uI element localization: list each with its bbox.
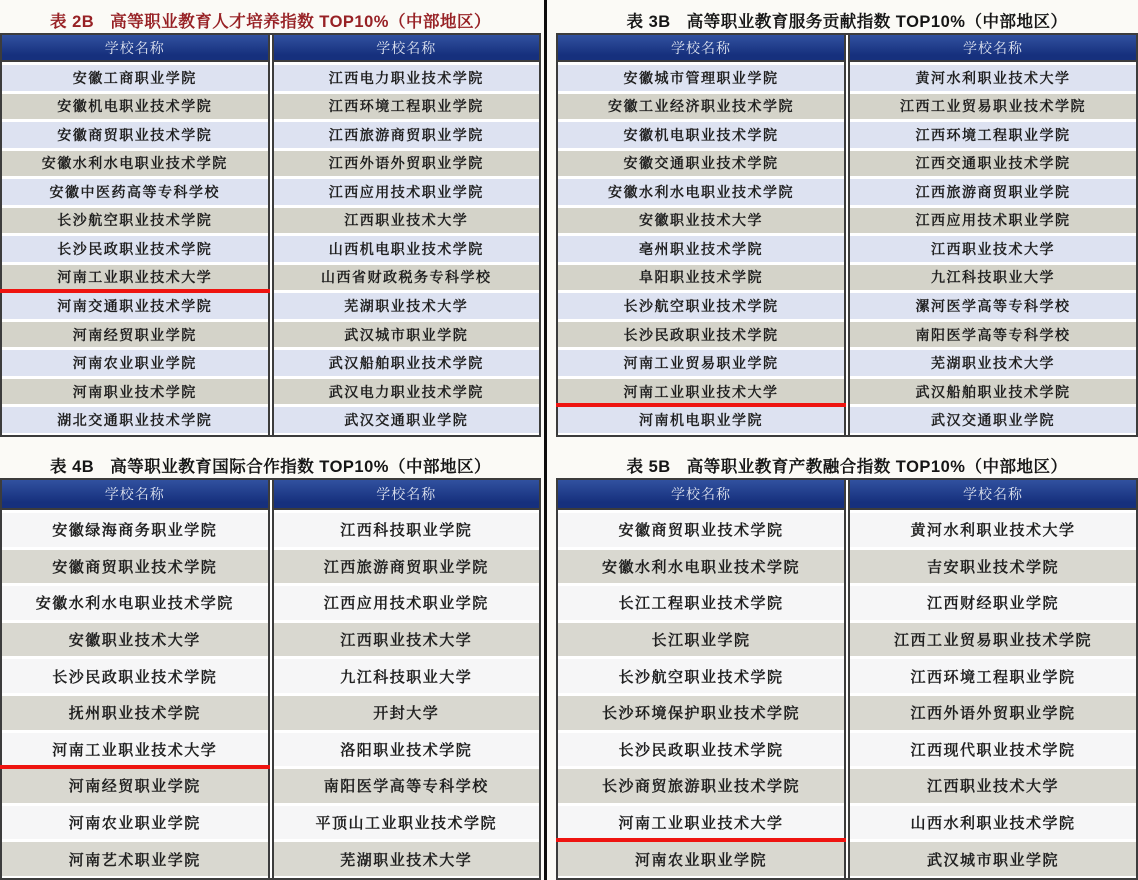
school-list-left	[2, 513, 268, 878]
school-name-cell: 江西旅游商贸职业学院	[274, 122, 540, 148]
school-name-cell: 山西省财政税务专科学校	[274, 265, 540, 291]
school-name-cell: 河南工业职业技术大学	[2, 733, 268, 767]
school-name-cell: 河南农业职业学院	[2, 806, 268, 840]
school-name-cell: 长沙航空职业技术学院	[2, 208, 268, 234]
school-name-cell: 江西应用技术职业学院	[850, 208, 1136, 234]
table-5b-right-column	[850, 480, 1136, 878]
school-name-cell: 芜湖职业技术大学	[274, 842, 540, 876]
highlight-underline	[556, 838, 846, 842]
school-name-cell: 江西财经职业学院	[850, 586, 1136, 620]
table-2b	[0, 33, 541, 437]
school-name-cell: 九江科技职业大学	[274, 659, 540, 693]
school-name-cell: 安徽城市管理职业学院	[558, 65, 844, 91]
table-title-text: 高等职业教育人才培养指数 TOP10%（中部地区）	[110, 13, 491, 31]
table-title-text: 高等职业教育服务贡献指数 TOP10%（中部地区）	[686, 13, 1068, 31]
school-list-left	[558, 65, 844, 435]
school-name-cell: 山西水利职业技术学院	[850, 806, 1136, 840]
school-name-cell: 安徽中医药高等专科学校	[2, 179, 268, 205]
highlight-underline	[556, 403, 846, 407]
school-name-cell: 河南工业职业技术大学	[558, 379, 844, 405]
school-name-cell: 阜阳职业技术学院	[558, 265, 844, 291]
school-name-cell: 洛阳职业技术学院	[274, 733, 540, 767]
school-name-cell: 长沙航空职业技术学院	[558, 293, 844, 319]
school-name-cell: 长江工程职业技术学院	[558, 586, 844, 620]
school-name-cell: 武汉船舶职业技术学院	[850, 379, 1136, 405]
school-name-cell: 河南工业贸易职业学院	[558, 350, 844, 376]
school-name-cell: 武汉船舶职业技术学院	[274, 350, 540, 376]
school-name-cell: 江西应用技术职业学院	[274, 179, 540, 205]
table-3b-right-column	[850, 35, 1136, 435]
panel-split-line	[544, 0, 547, 880]
table-number: 表 2B	[50, 13, 95, 31]
school-name-cell: 九江科技职业大学	[850, 265, 1136, 291]
school-list-right	[850, 513, 1136, 878]
school-name-cell: 江西外语外贸职业学院	[274, 151, 540, 177]
school-name-cell: 安徽职业技术大学	[558, 208, 844, 234]
school-name-cell: 江西工业贸易职业技术学院	[850, 623, 1136, 657]
school-name-cell: 江西职业技术大学	[850, 236, 1136, 262]
school-name-cell: 江西职业技术大学	[274, 623, 540, 657]
school-name-cell: 江西环境工程职业学院	[850, 122, 1136, 148]
school-name-cell: 河南农业职业学院	[2, 350, 268, 376]
school-name-cell: 江西职业技术大学	[850, 769, 1136, 803]
school-name-cell: 抚州职业技术学院	[2, 696, 268, 730]
school-name-cell: 安徽交通职业技术学院	[558, 151, 844, 177]
school-name-cell: 江西职业技术大学	[274, 208, 540, 234]
school-name-cell: 南阳医学高等专科学校	[274, 769, 540, 803]
school-name-cell: 芜湖职业技术大学	[274, 293, 540, 319]
school-name-cell: 漯河医学高等专科学校	[850, 293, 1136, 319]
table-4b-left-column	[2, 480, 268, 878]
school-name-cell: 安徽机电职业技术学院	[558, 122, 844, 148]
school-name-cell: 黄河水利职业技术大学	[850, 513, 1136, 547]
column-header: 学校名称	[558, 480, 844, 510]
school-name-cell: 江西环境工程职业学院	[274, 94, 540, 120]
column-header: 学校名称	[2, 35, 268, 62]
column-header: 学校名称	[850, 480, 1136, 510]
school-name-cell: 南阳医学高等专科学校	[850, 322, 1136, 348]
school-name-cell: 黄河水利职业技术大学	[850, 65, 1136, 91]
school-name-cell: 安徽水利水电职业技术学院	[558, 550, 844, 584]
school-name-cell: 芜湖职业技术大学	[850, 350, 1136, 376]
school-name-cell: 江西科技职业学院	[274, 513, 540, 547]
column-header: 学校名称	[850, 35, 1136, 62]
table-3b-panel	[556, 0, 1138, 444]
school-name-cell: 河南交通职业技术学院	[2, 293, 268, 319]
table-2b-right-column	[274, 35, 540, 435]
school-name-cell: 长沙民政职业技术学院	[2, 236, 268, 262]
table-4b-panel	[0, 444, 541, 880]
school-name-cell: 安徽水利水电职业技术学院	[558, 179, 844, 205]
school-name-cell: 江西旅游商贸职业学院	[850, 179, 1136, 205]
school-name-cell: 安徽工业经济职业技术学院	[558, 94, 844, 120]
highlight-underline	[0, 765, 270, 769]
school-name-cell: 河南艺术职业学院	[2, 842, 268, 876]
table-5b	[556, 478, 1138, 880]
table-3b	[556, 33, 1138, 437]
table-number: 表 4B	[50, 458, 95, 476]
school-name-cell: 湖北交通职业技术学院	[2, 407, 268, 433]
school-name-cell: 河南经贸职业学院	[2, 769, 268, 803]
school-name-cell: 安徽水利水电职业技术学院	[2, 151, 268, 177]
table-4b-right-column	[274, 480, 540, 878]
column-header: 学校名称	[274, 35, 540, 62]
table-number: 表 3B	[626, 13, 671, 31]
school-name-cell: 江西现代职业技术学院	[850, 733, 1136, 767]
school-name-cell: 长沙民政职业技术学院	[558, 322, 844, 348]
school-name-cell: 山西机电职业技术学院	[274, 236, 540, 262]
school-list-right	[850, 65, 1136, 435]
table-4b-title	[0, 453, 541, 477]
school-list-right	[274, 513, 540, 878]
column-header: 学校名称	[2, 480, 268, 510]
school-name-cell: 河南工业职业技术大学	[2, 265, 268, 291]
school-name-cell: 吉安职业技术学院	[850, 550, 1136, 584]
school-name-cell: 安徽水利水电职业技术学院	[2, 586, 268, 620]
highlight-underline	[0, 289, 270, 293]
school-name-cell: 武汉城市职业学院	[850, 842, 1136, 876]
table-5b-left-column	[558, 480, 844, 878]
school-name-cell: 开封大学	[274, 696, 540, 730]
school-name-cell: 武汉交通职业学院	[274, 407, 540, 433]
table-4b	[0, 478, 541, 880]
school-name-cell: 长沙环境保护职业技术学院	[558, 696, 844, 730]
school-name-cell: 安徽商贸职业技术学院	[558, 513, 844, 547]
column-header: 学校名称	[274, 480, 540, 510]
school-name-cell: 河南农业职业学院	[558, 842, 844, 876]
school-name-cell: 武汉交通职业学院	[850, 407, 1136, 433]
table-2b-left-column	[2, 35, 268, 435]
school-name-cell: 江西外语外贸职业学院	[850, 696, 1136, 730]
table-2b-panel	[0, 0, 541, 444]
school-name-cell: 河南职业技术学院	[2, 379, 268, 405]
school-name-cell: 长沙商贸旅游职业技术学院	[558, 769, 844, 803]
table-2b-title	[0, 8, 541, 32]
table-title-text: 高等职业教育国际合作指数 TOP10%（中部地区）	[110, 458, 491, 476]
school-name-cell: 武汉城市职业学院	[274, 322, 540, 348]
school-name-cell: 江西应用技术职业学院	[274, 586, 540, 620]
school-name-cell: 安徽职业技术大学	[2, 623, 268, 657]
school-list-left	[2, 65, 268, 435]
school-name-cell: 长沙民政职业技术学院	[558, 733, 844, 767]
table-5b-panel	[556, 444, 1138, 880]
column-header: 学校名称	[558, 35, 844, 62]
school-name-cell: 武汉电力职业技术学院	[274, 379, 540, 405]
school-list-left	[558, 513, 844, 878]
school-name-cell: 江西交通职业技术学院	[850, 151, 1136, 177]
table-3b-title	[556, 8, 1138, 32]
table-3b-left-column	[558, 35, 844, 435]
school-name-cell: 安徽工商职业学院	[2, 65, 268, 91]
school-name-cell: 河南机电职业学院	[558, 407, 844, 433]
school-name-cell: 江西工业贸易职业技术学院	[850, 94, 1136, 120]
school-list-right	[274, 65, 540, 435]
school-name-cell: 江西旅游商贸职业学院	[274, 550, 540, 584]
school-name-cell: 长江职业学院	[558, 623, 844, 657]
school-name-cell: 河南工业职业技术大学	[558, 806, 844, 840]
school-name-cell: 安徽绿海商务职业学院	[2, 513, 268, 547]
school-name-cell: 长沙航空职业技术学院	[558, 659, 844, 693]
table-number: 表 5B	[626, 458, 671, 476]
school-name-cell: 河南经贸职业学院	[2, 322, 268, 348]
school-name-cell: 安徽商贸职业技术学院	[2, 550, 268, 584]
table-title-text: 高等职业教育产教融合指数 TOP10%（中部地区）	[686, 458, 1068, 476]
school-name-cell: 安徽商贸职业技术学院	[2, 122, 268, 148]
school-name-cell: 亳州职业技术学院	[558, 236, 844, 262]
school-name-cell: 平顶山工业职业技术学院	[274, 806, 540, 840]
school-name-cell: 江西环境工程职业学院	[850, 659, 1136, 693]
school-name-cell: 长沙民政职业技术学院	[2, 659, 268, 693]
school-name-cell: 安徽机电职业技术学院	[2, 94, 268, 120]
school-name-cell: 江西电力职业技术学院	[274, 65, 540, 91]
table-5b-title	[556, 453, 1138, 477]
